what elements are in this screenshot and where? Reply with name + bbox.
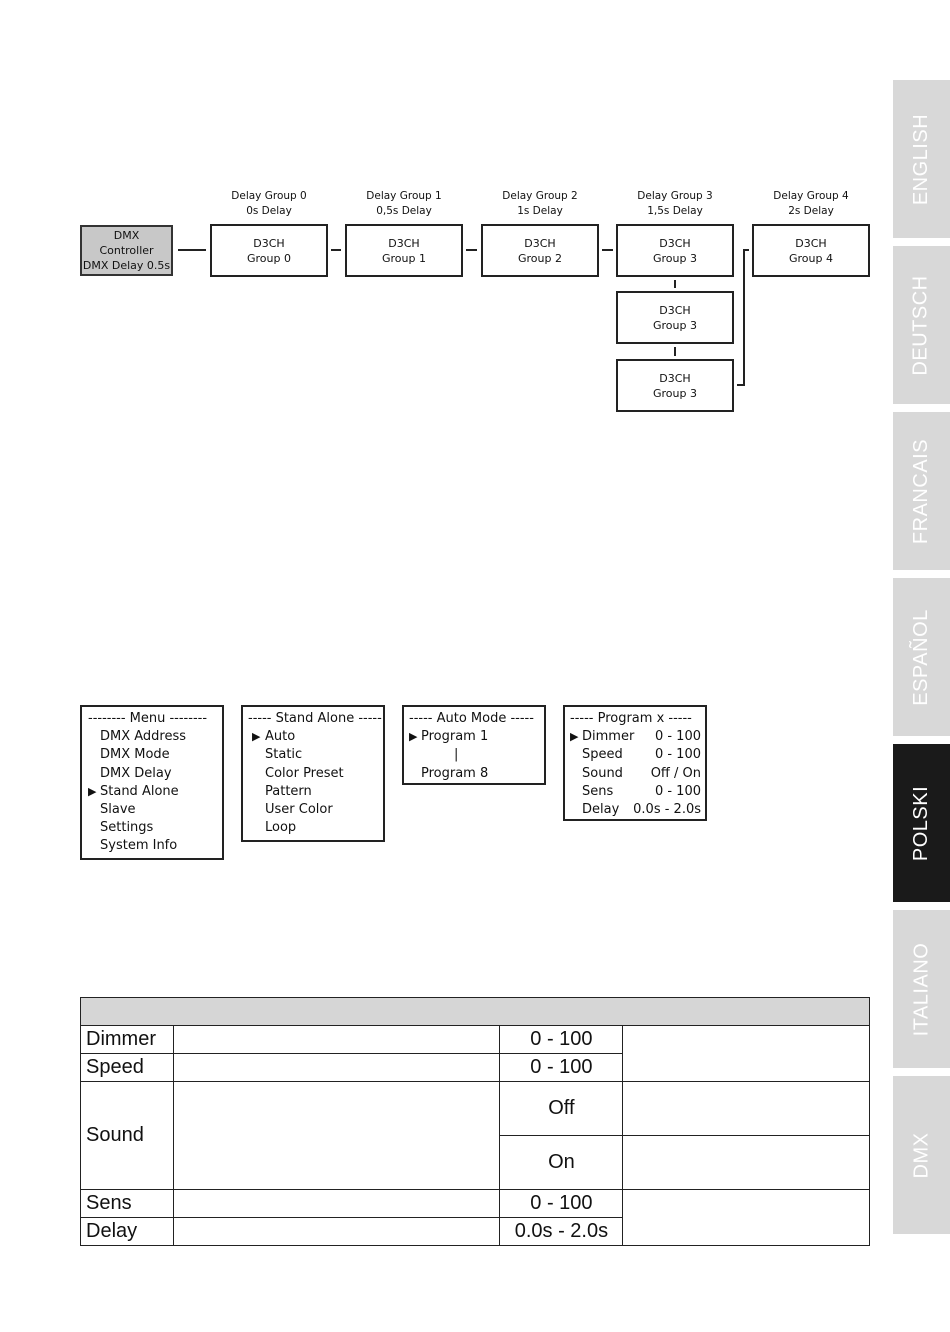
main-menu-header: -------- Menu -------- — [88, 711, 208, 726]
connector-line — [674, 280, 676, 288]
menu-item-stand-alone[interactable] — [88, 783, 216, 801]
main-menu-panel — [80, 705, 224, 860]
program-row-label: Speed — [582, 747, 623, 763]
delay-group-1-label — [344, 189, 464, 219]
delay-group-2-label — [480, 189, 600, 219]
fixture-device: D3CH — [659, 236, 691, 250]
param-description-cell — [173, 1190, 500, 1218]
fixture-device: D3CH — [388, 236, 420, 250]
menu-item-label: Program 1 — [421, 729, 489, 745]
param-description-cell — [173, 1082, 500, 1190]
fixture-device: D3CH — [659, 303, 691, 317]
menu-item-color-preset[interactable] — [248, 765, 377, 783]
stand-alone-header: ----- Stand Alone ----- — [248, 711, 382, 726]
program-x-panel — [563, 705, 707, 821]
program-row-value: 0 - 100 — [654, 747, 701, 763]
menu-item-settings[interactable] — [88, 819, 216, 837]
table-row-sound-off — [81, 1082, 870, 1136]
program-row-value: 0 - 100 — [654, 783, 701, 799]
connector-line — [466, 249, 477, 251]
fixture-box-group-3 — [616, 224, 734, 277]
tab-english[interactable] — [893, 80, 950, 238]
program-row-label: Sound — [582, 765, 623, 781]
fixture-group: Group 3 — [653, 251, 697, 265]
program-row-value: 0.0s - 2.0s — [633, 802, 701, 818]
controller-line-3: DMX Delay 0.5s — [82, 259, 171, 272]
tab-label: DEUTSCH — [910, 274, 933, 376]
menu-item-dmx-address[interactable] — [88, 728, 216, 746]
program-row-sound[interactable] — [570, 765, 701, 783]
table-header-row — [81, 998, 870, 1026]
tab-espanol[interactable] — [893, 578, 950, 736]
connector-line — [743, 249, 745, 386]
controller-line-1: DMX — [113, 229, 140, 242]
menu-item-static[interactable] — [248, 746, 377, 764]
program-x-header: ----- Program x ----- — [570, 711, 692, 726]
program-row-speed[interactable] — [570, 746, 701, 764]
menu-item-program-8[interactable] — [409, 765, 538, 783]
param-note-cell — [623, 1136, 870, 1190]
separator-text: | — [454, 747, 459, 763]
param-note-cell — [623, 1190, 870, 1246]
selection-arrow-icon: ▶ — [570, 730, 579, 744]
menu-item-user-color[interactable] — [248, 801, 377, 819]
menu-item-label: Program 8 — [421, 765, 489, 781]
menu-item-label: Stand Alone — [100, 783, 179, 799]
param-name-cell: Speed — [81, 1054, 174, 1082]
tab-deutsch[interactable] — [893, 246, 950, 404]
delay-group-1-title: Delay Group 1 — [366, 190, 442, 202]
menu-item-label: Color Preset — [265, 765, 344, 781]
stand-alone-panel — [241, 705, 385, 842]
connector-line — [743, 249, 749, 251]
menu-item-dmx-mode[interactable] — [88, 746, 216, 764]
fixture-device: D3CH — [795, 236, 827, 250]
delay-group-4-delay: 2s Delay — [788, 205, 834, 217]
menu-item-slave[interactable] — [88, 801, 216, 819]
tab-label: POLSKI — [910, 785, 933, 861]
delay-group-4-label — [751, 189, 871, 219]
program-row-label: Delay — [582, 802, 620, 818]
fixture-device: D3CH — [524, 236, 556, 250]
param-value-cell: 0 - 100 — [500, 1054, 623, 1082]
param-description-cell — [173, 1026, 500, 1054]
delay-group-0-title: Delay Group 0 — [231, 190, 307, 202]
dmx-controller-box — [80, 225, 173, 276]
param-value-cell: On — [500, 1136, 623, 1190]
param-name-cell: Delay — [81, 1218, 174, 1246]
menu-item-label: Settings — [100, 820, 154, 836]
param-value-cell: Off — [500, 1082, 623, 1136]
fixture-group: Group 3 — [653, 318, 697, 332]
table-row-sens — [81, 1190, 870, 1218]
menu-item-label: System Info — [100, 838, 178, 854]
menu-item-label: User Color — [265, 802, 333, 818]
program-row-sens[interactable] — [570, 783, 701, 801]
param-description-cell — [173, 1054, 500, 1082]
param-value-cell: 0.0s - 2.0s — [500, 1218, 623, 1246]
table-header-cell — [81, 998, 870, 1026]
auto-mode-panel — [402, 705, 546, 785]
delay-group-0-label — [209, 189, 329, 219]
fixture-group: Group 4 — [789, 251, 833, 265]
program-range-separator — [409, 746, 538, 764]
tab-label: ITALIANO — [910, 942, 932, 1036]
delay-group-2-delay: 1s Delay — [517, 205, 563, 217]
connector-line — [602, 249, 613, 251]
menu-item-system-info[interactable] — [88, 837, 216, 855]
delay-group-2-title: Delay Group 2 — [502, 190, 578, 202]
selection-arrow-icon: ▶ — [409, 730, 418, 744]
program-row-label: Dimmer — [582, 729, 635, 745]
tab-label: DMX — [909, 1132, 932, 1178]
fixture-box-group-3-third — [616, 359, 734, 412]
fixture-device: D3CH — [659, 371, 691, 385]
fixture-box-group-1 — [345, 224, 463, 277]
fixture-group: Group 0 — [247, 251, 291, 265]
selection-arrow-icon: ▶ — [88, 784, 97, 798]
param-name-cell: Sound — [81, 1082, 174, 1190]
controller-line-2: Controller — [99, 244, 154, 257]
auto-mode-header: ----- Auto Mode ----- — [409, 711, 534, 726]
menu-item-label: DMX Delay — [100, 765, 172, 781]
param-description-cell — [173, 1218, 500, 1246]
menu-item-label: DMX Mode — [100, 747, 170, 763]
program-row-dimmer[interactable] — [570, 728, 701, 746]
program-parameter-table — [80, 997, 870, 1246]
table-row-dimmer — [81, 1026, 870, 1054]
menu-item-label: Pattern — [265, 783, 312, 799]
menu-item-label: Auto — [265, 729, 296, 745]
menu-item-pattern[interactable] — [248, 783, 377, 801]
program-row-value: Off / On — [650, 765, 701, 781]
param-name-cell: Sens — [81, 1190, 174, 1218]
tab-dmx[interactable] — [893, 1076, 950, 1234]
tab-label: ENGLISH — [910, 113, 932, 205]
param-value-cell: 0 - 100 — [500, 1026, 623, 1054]
tab-francais[interactable] — [893, 412, 950, 570]
fixture-box-group-2 — [481, 224, 599, 277]
menu-item-label: Slave — [100, 802, 136, 818]
param-name-cell: Dimmer — [81, 1026, 174, 1054]
param-note-cell — [623, 1026, 870, 1082]
program-row-label: Sens — [582, 783, 614, 799]
menu-item-dmx-delay[interactable] — [88, 765, 216, 783]
delay-group-3-label — [615, 189, 735, 219]
fixture-box-group-3-second — [616, 291, 734, 344]
program-row-delay[interactable] — [570, 801, 701, 819]
param-note-cell — [623, 1082, 870, 1136]
menu-item-auto[interactable] — [248, 728, 377, 746]
delay-group-1-delay: 0,5s Delay — [376, 205, 432, 217]
program-row-value: 0 - 100 — [654, 729, 701, 745]
fixture-device: D3CH — [253, 236, 285, 250]
connector-line — [674, 347, 676, 356]
fixture-group: Group 2 — [518, 251, 562, 265]
menu-item-label: Loop — [265, 820, 297, 836]
fixture-box-group-4 — [752, 224, 870, 277]
fixture-box-group-0 — [210, 224, 328, 277]
menu-item-label: DMX Address — [100, 729, 187, 745]
delay-group-3-delay: 1,5s Delay — [647, 205, 703, 217]
tab-polski[interactable] — [893, 744, 950, 902]
tab-label: ESPAÑOL — [910, 608, 932, 706]
menu-item-loop[interactable] — [248, 819, 377, 837]
fixture-group: Group 3 — [653, 386, 697, 400]
delay-group-0-delay: 0s Delay — [246, 205, 292, 217]
fixture-group: Group 1 — [382, 251, 426, 265]
connector-line — [178, 249, 206, 251]
tab-label: FRANCAIS — [910, 438, 932, 544]
selection-arrow-icon: ▶ — [252, 730, 261, 744]
menu-item-label: Static — [265, 747, 303, 763]
delay-group-3-title: Delay Group 3 — [637, 190, 713, 202]
connector-line — [331, 249, 341, 251]
param-value-cell: 0 - 100 — [500, 1190, 623, 1218]
tab-italiano[interactable] — [893, 910, 950, 1068]
menu-item-program-1[interactable] — [409, 728, 538, 746]
delay-group-4-title: Delay Group 4 — [773, 190, 849, 202]
